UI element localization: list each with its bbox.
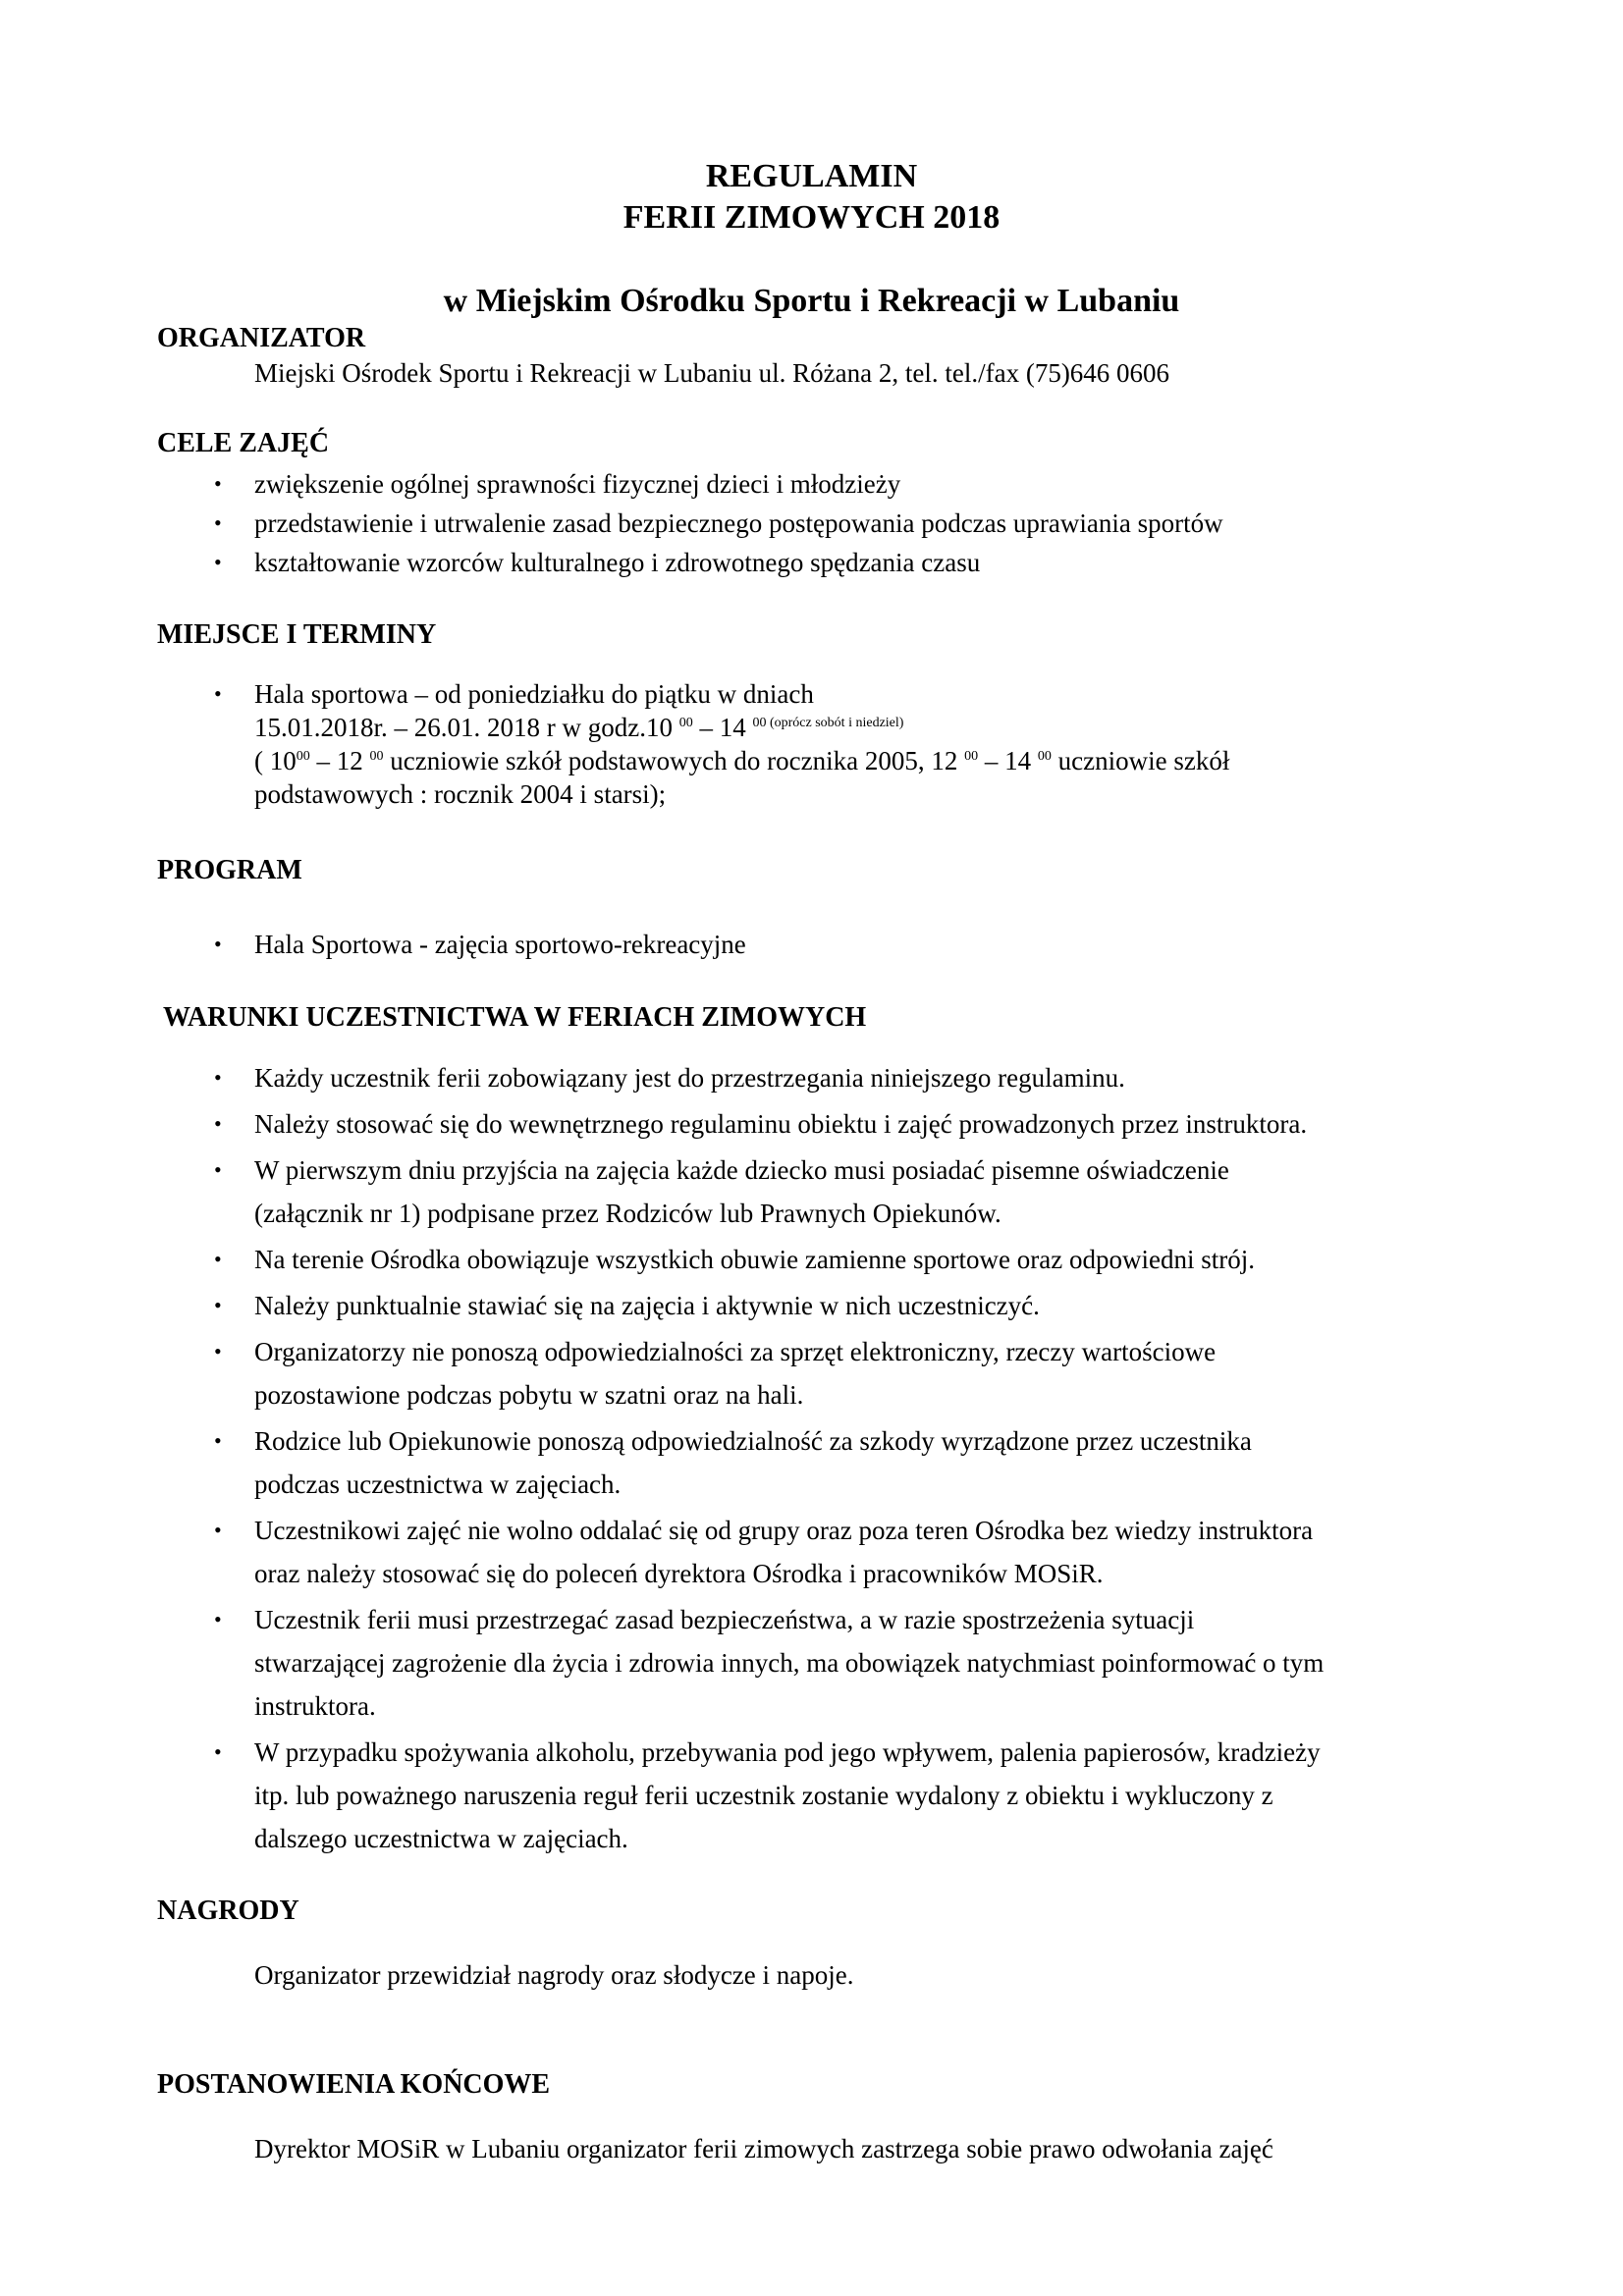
section-heading-postanowienia: POSTANOWIENIA KOŃCOWE: [157, 2069, 551, 2100]
organizator-text: Miejski Ośrodek Sportu i Rekreacji w Lubaniu ul. Różana 2, tel. tel./fax (75)646 0606: [254, 358, 1170, 388]
miejsce-line-1: Hala sportowa – od poniedziałku do piątku w dniach: [254, 679, 814, 709]
bullet-icon: •: [214, 471, 222, 496]
program-list: [210, 925, 746, 964]
document-title: REGULAMIN: [705, 158, 918, 194]
warunki-list: [210, 1056, 1324, 1863]
bullet-icon: •: [214, 1111, 222, 1136]
postanowienia-text: Dyrektor MOSiR w Lubaniu organizator ferii zimowych zastrzega sobie prawo odwołania zajęć: [254, 2134, 1273, 2163]
bullet-icon: •: [214, 1518, 222, 1542]
section-heading-warunki: WARUNKI UCZESTNICTWA W FERIACH ZIMOWYCH: [163, 1002, 867, 1033]
bullet-icon: •: [214, 681, 222, 706]
miejsce-list: [210, 677, 1229, 811]
section-heading-miejsce: MIEJSCE I TERMINY: [157, 619, 437, 650]
list-item: • W pierwszym dniu przyjścia na zajęcia każde dziecko musi posiadać pisemne oświadczenie (załącznik nr 1) podpisane przez Rodziców lub Prawnych Opiekunów.: [210, 1148, 1324, 1235]
nagrody-text: Organizator przewidział nagrody oraz słodycze i napoje.: [254, 1960, 854, 1990]
miejsce-line-4: podstawowych : rocznik 2004 i starsi);: [254, 779, 667, 809]
list-item: • W przypadku spożywania alkoholu, przebywania pod jego wpływem, palenia papierosów, kradzieży itp. lub poważnego naruszenia reguł ferii uczestnik zostanie wydalony z obiektu i wykluczony z dalszego uczestnictwa w zajęciach.: [210, 1731, 1324, 1860]
cele-list: [210, 464, 1223, 582]
miejsce-line-3: ( $10^{00} - 12$ $^{00}$ uczniowie szkół podstawowych do rocznika 2005, 12 $^{00}$ – 14 $^{00}$ uczniowie szkół: [254, 746, 1230, 775]
list-item: • zwiększenie ogólnej sprawności fizycznej dzieci i młodzieży: [210, 464, 1223, 504]
document-organizer-line: w Miejskim Ośrodku Sportu i Rekreacji w Lubaniu: [443, 283, 1180, 319]
list-item: • Organizatorzy nie ponoszą odpowiedzialności za sprzęt elektroniczny, rzeczy wartościowe pozostawione podczas pobytu w szatni oraz na hali.: [210, 1330, 1324, 1416]
list-item: • Hala Sportowa - zajęcia sportowo-rekreacyjne: [210, 925, 746, 964]
section-heading-organizator: ORGANIZATOR: [157, 323, 366, 353]
bullet-icon: •: [214, 1293, 222, 1317]
bullet-icon: •: [214, 1065, 222, 1090]
section-heading-nagrody: NAGRODY: [157, 1896, 299, 1926]
bullet-icon: •: [214, 1607, 222, 1631]
section-heading-cele: CELE ZAJĘĆ: [157, 428, 330, 458]
bullet-icon: •: [214, 932, 222, 956]
bullet-icon: •: [214, 1157, 222, 1182]
list-item: • Należy punktualnie stawiać się na zajęcia i aktywnie w nich uczestniczyć.: [210, 1284, 1324, 1327]
bullet-icon: •: [214, 1247, 222, 1271]
bullet-icon: •: [214, 550, 222, 574]
list-item: • Każdy uczestnik ferii zobowiązany jest do przestrzegania niniejszego regulaminu.: [210, 1056, 1324, 1099]
list-item: • Na terenie Ośrodka obowiązuje wszystkich obuwie zamienne sportowe oraz odpowiedni strój.: [210, 1238, 1324, 1281]
list-item: • Uczestnik ferii musi przestrzegać zasad bezpieczeństwa, a w razie spostrzeżenia sytuacji stwarzającej zagrożenie dla życia i zdrowia innych, ma obowiązek natychmiast poinformować o tym instruktora.: [210, 1598, 1324, 1728]
section-heading-program: PROGRAM: [157, 855, 302, 885]
list-item: • Uczestnikowi zajęć nie wolno oddalać się od grupy oraz poza teren Ośrodka bez wiedzy instruktora oraz należy stosować się do poleceń dyrektora Ośrodka i pracowników MOSiR.: [210, 1509, 1324, 1595]
bullet-icon: •: [214, 510, 222, 535]
bullet-icon: •: [214, 1739, 222, 1764]
document-subtitle: FERII ZIMOWYCH 2018: [622, 199, 1001, 236]
miejsce-line-2: 15.01.2018r. – 26.01. 2018 r w godz.10 $^{00}$ – 14 $^{00 (oprócz sobót i niedziel)}$: [254, 713, 904, 742]
list-item: • Należy stosować się do wewnętrznego regulaminu obiektu i zajęć prowadzonych przez instruktora.: [210, 1102, 1324, 1146]
bullet-icon: •: [214, 1339, 222, 1363]
list-item: • Rodzice lub Opiekunowie ponoszą odpowiedzialność za szkody wyrządzone przez uczestnika podczas uczestnictwa w zajęciach.: [210, 1419, 1324, 1506]
list-item: • kształtowanie wzorców kulturalnego i zdrowotnego spędzania czasu: [210, 543, 1223, 582]
list-item: [210, 677, 1229, 811]
list-item: • przedstawienie i utrwalenie zasad bezpiecznego postępowania podczas uprawiania sportów: [210, 504, 1223, 543]
bullet-icon: •: [214, 1428, 222, 1453]
